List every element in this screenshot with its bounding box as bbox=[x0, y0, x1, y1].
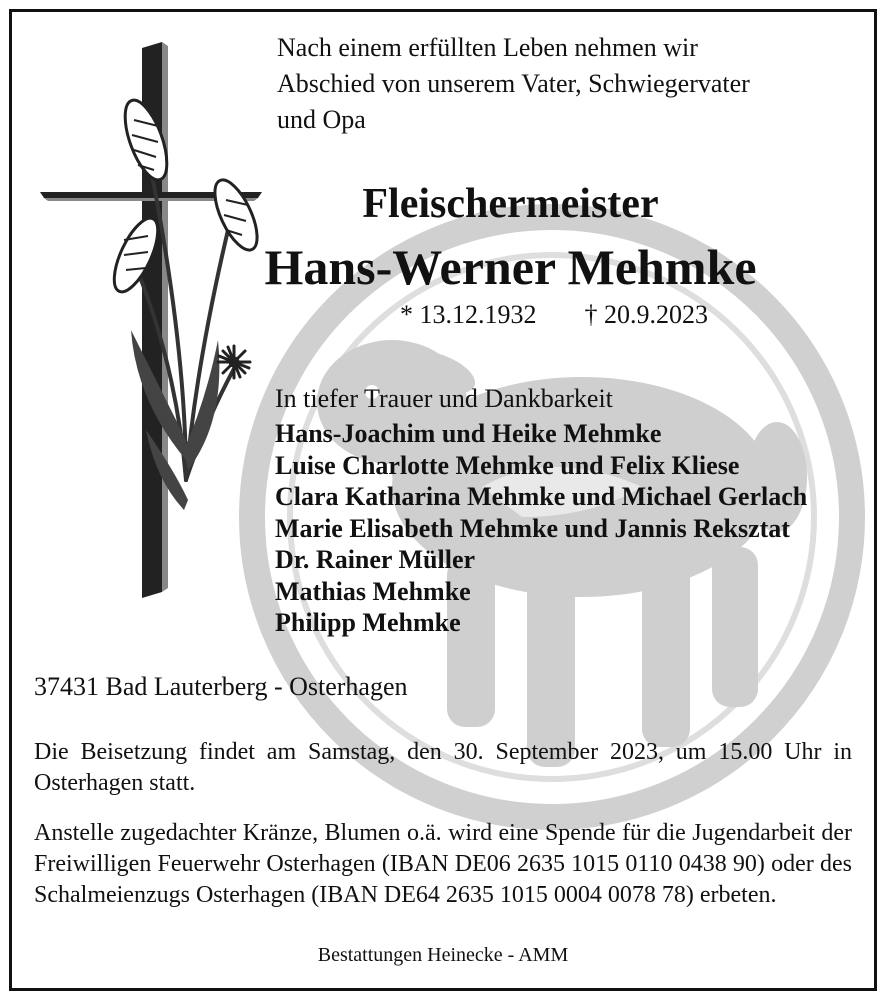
birth-date: * 13.12.1932 bbox=[400, 300, 537, 329]
obituary-notice bbox=[9, 9, 877, 991]
mourner-name: Marie Elisabeth Mehmke und Jannis Reksztat bbox=[275, 513, 790, 543]
burial-paragraph: Die Beisetzung findet am Samstag, den 30. September 2023, um 15.00 Uhr in Osterhagen statt. bbox=[34, 739, 852, 796]
cross-with-wheat-and-cornflower-icon bbox=[36, 40, 276, 600]
mourners-list bbox=[275, 418, 807, 639]
intro-line: Abschied von unserem Vater, Schwiegervater bbox=[277, 69, 750, 98]
place-line: 37431 Bad Lauterberg - Osterhagen bbox=[34, 672, 408, 701]
mourner-name: Dr. Rainer Müller bbox=[275, 545, 476, 574]
mourner-name: Clara Katharina Mehmke und Michael Gerlach bbox=[275, 482, 808, 511]
mourner-name: Philipp Mehmke bbox=[275, 608, 461, 637]
intro-text bbox=[277, 30, 750, 138]
intro-line: Nach einem erfüllten Leben nehmen wir bbox=[277, 33, 698, 62]
donation-paragraph: Anstelle zugedachter Kränze, Blumen o.ä. wird eine Spende für die Jugendarbeit der Freiwilligen Feuerwehr Osterhagen (IBAN DE06 2635 1015 0110 0438 90) oder des Schalmeienzugs Osterhagen (IBAN DE64 2635 1015 0004 0078 78) erbeten. bbox=[34, 820, 852, 908]
mourner-name: Luise Charlotte Mehmke und Felix Kliese bbox=[275, 450, 740, 480]
mourner-name: Mathias Mehmke bbox=[275, 576, 471, 606]
mourner-name: Hans-Joachim und Heike Mehmke bbox=[275, 419, 662, 448]
life-dates bbox=[400, 300, 708, 330]
deceased-name: Hans-Werner Mehmke bbox=[264, 239, 757, 295]
deceased-title: Fleischermeister bbox=[362, 181, 659, 227]
mourning-line: In tiefer Trauer und Dankbarkeit bbox=[275, 384, 613, 413]
intro-line: und Opa bbox=[277, 105, 366, 134]
death-date: † 20.9.2023 bbox=[584, 300, 708, 329]
funeral-home-footer: Bestattungen Heinecke - AMM bbox=[317, 944, 569, 966]
